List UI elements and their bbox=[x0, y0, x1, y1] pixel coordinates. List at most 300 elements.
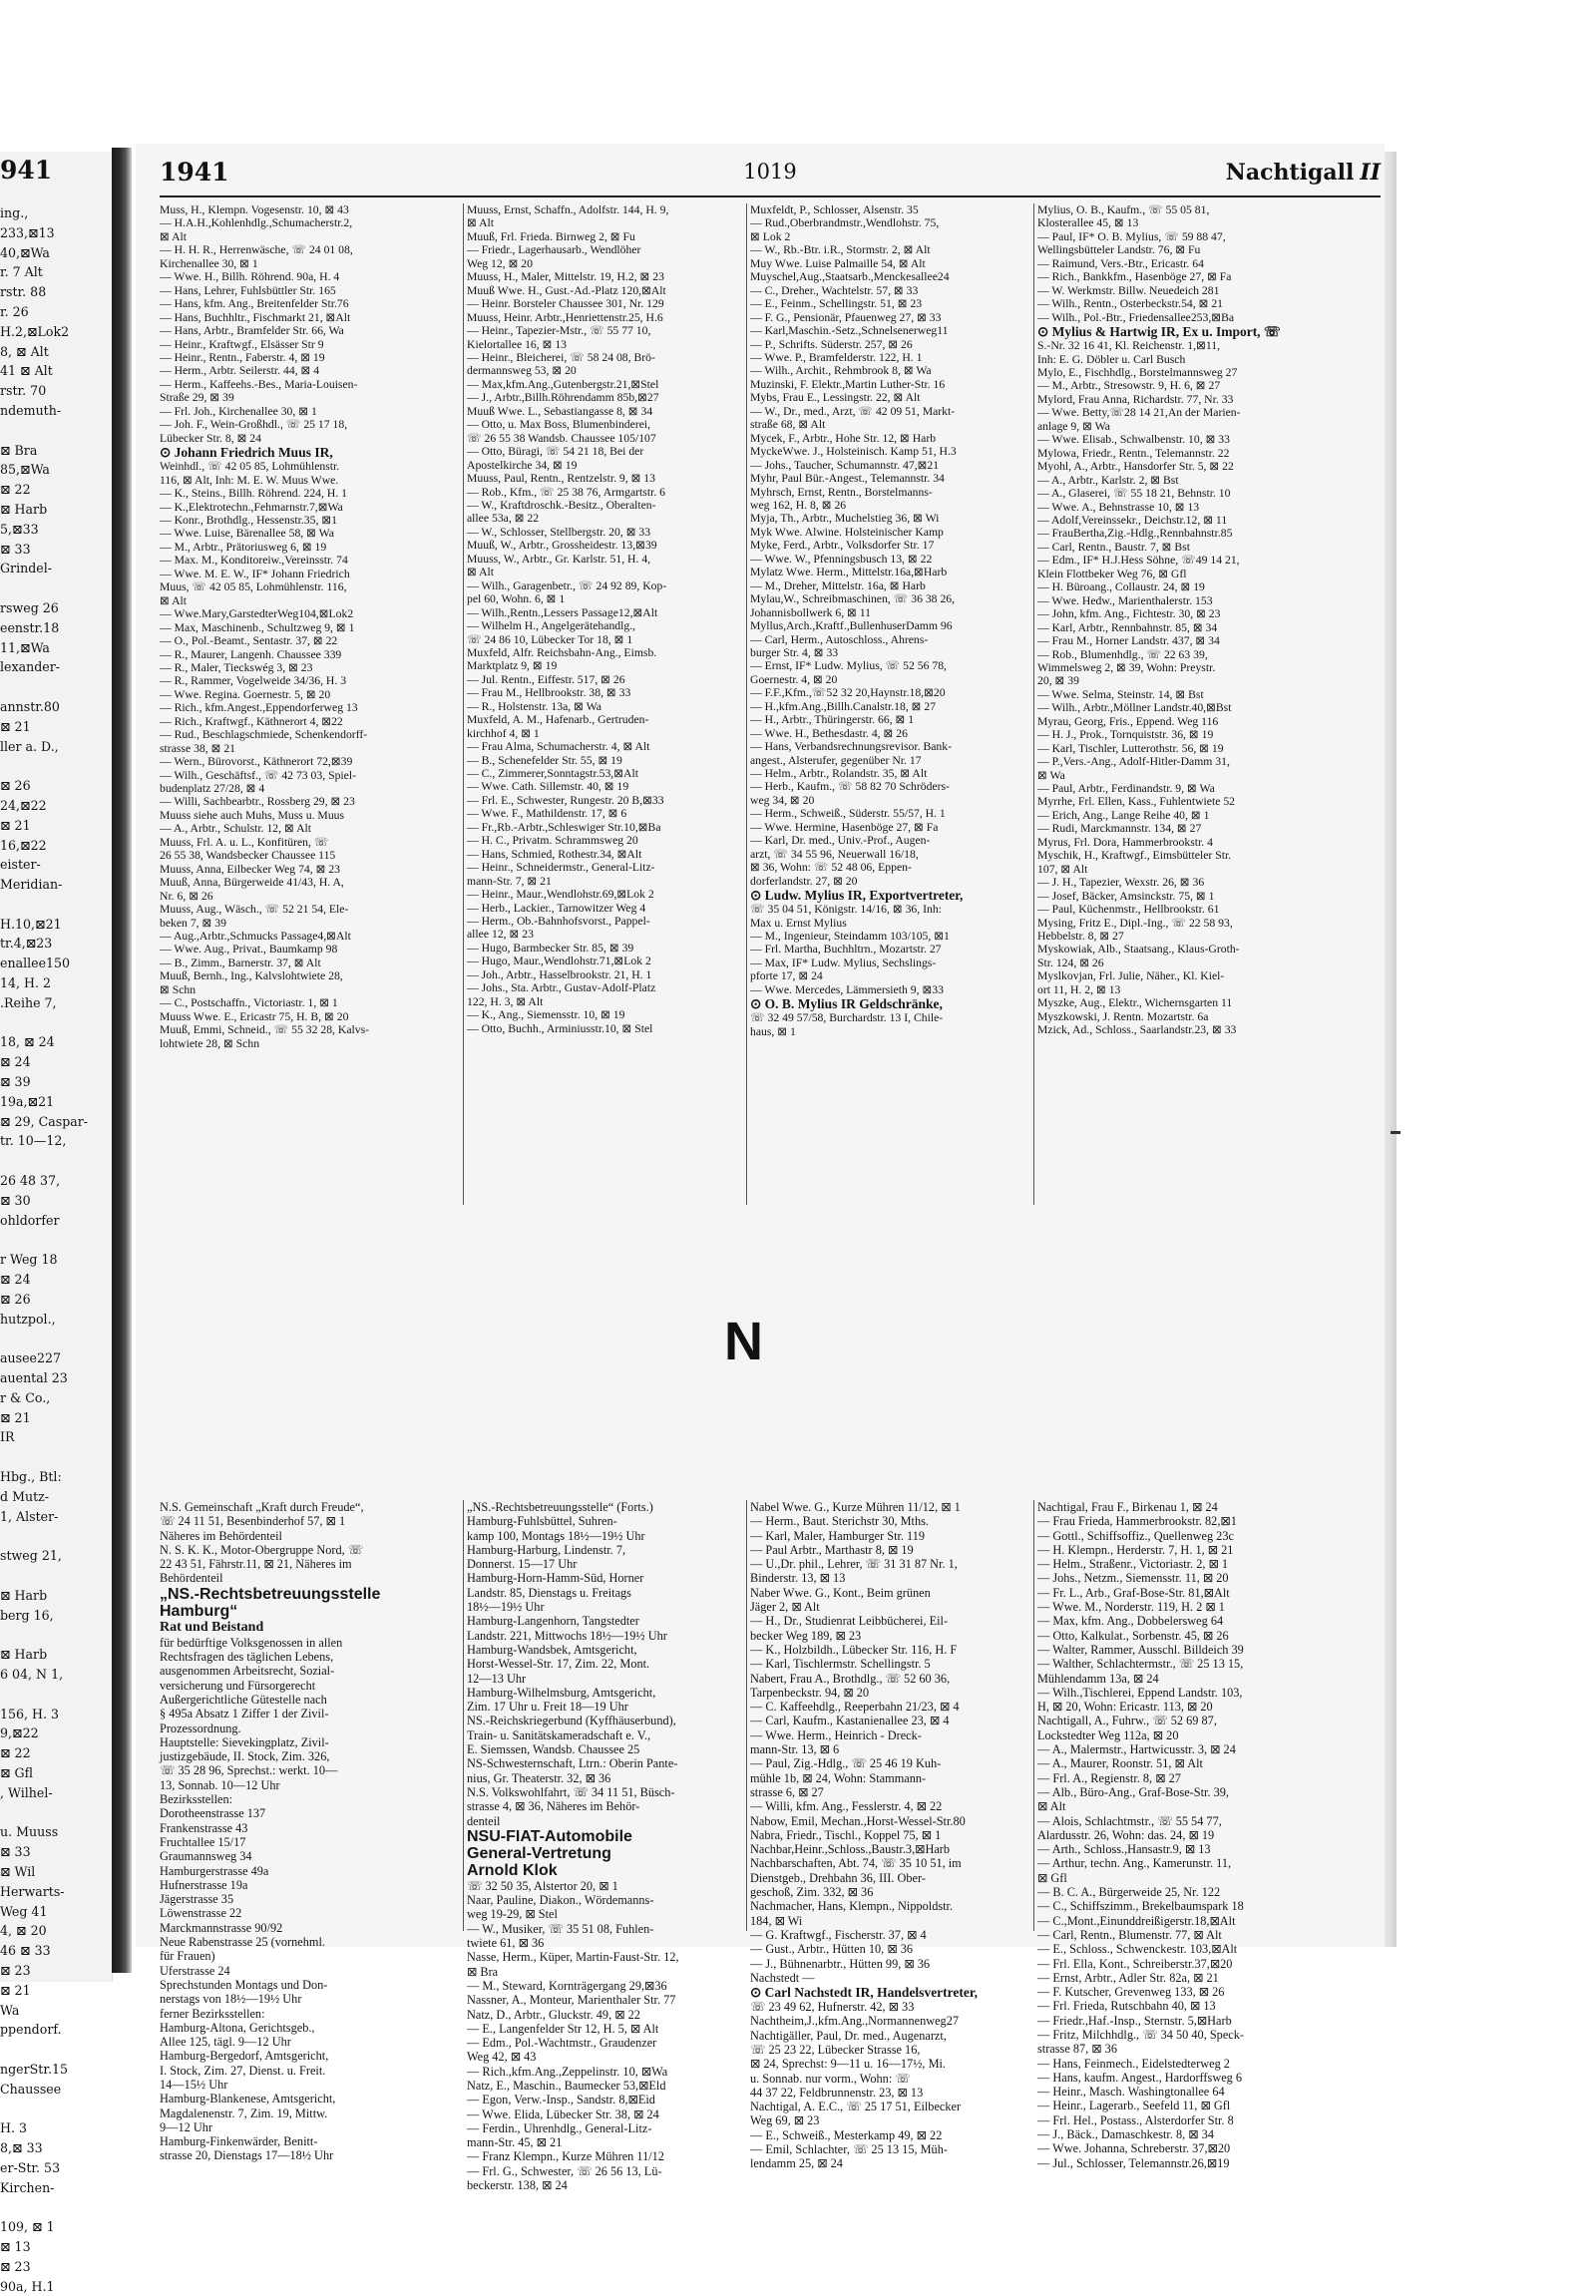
left-page-line: ⊠ 29, Caspar- bbox=[0, 1113, 89, 1129]
directory-entry-line: — E., Schweiß., Mesterkamp 49, ⊠ 22 bbox=[750, 2127, 943, 2142]
directory-entry-line: Myslkovjan, Frl. Julie, Näher., Kl. Kiel- bbox=[1037, 969, 1225, 983]
directory-entry-line: Nabert, Frau A., Brothdlg., ☏ 52 60 36, bbox=[750, 1671, 951, 1686]
directory-entry-line: Allee 125, tägl. 9—12 Uhr bbox=[160, 2035, 291, 2050]
directory-entry-line: Hamburg-Wilhelmsburg, Amtsgericht, bbox=[467, 1685, 656, 1700]
left-page-line: 9,⊠22 bbox=[0, 1725, 39, 1741]
directory-entry-line: becker Weg 189, ⊠ 23 bbox=[750, 1628, 862, 1643]
directory-entry-line: Weg 12, ⊠ 20 bbox=[467, 256, 533, 270]
directory-entry-line: — Gust., Arbtr., Hütten 10, ⊠ 36 bbox=[750, 1942, 913, 1957]
directory-entry-line: dorferlandstr. 27, ⊠ 20 bbox=[750, 874, 858, 888]
left-page-line: ⊠ Bra bbox=[0, 442, 38, 458]
directory-entry-line: N. S. K. K., Motor-Obergruppe Nord, ☏ bbox=[160, 1542, 364, 1557]
directory-entry-line: — Max. M., Konditoreiw.,Vereinsstr. 74 bbox=[160, 554, 348, 568]
left-page-line: stweg 21, bbox=[0, 1548, 62, 1564]
directory-entry-line: — K.,Elektrotechn.,Fehmarnstr.7,⊠Wa bbox=[160, 500, 343, 514]
directory-entry-line: weg 19-29, ⊠ Stel bbox=[467, 1907, 558, 1922]
left-page-line: 1, Alster- bbox=[0, 1508, 59, 1524]
column-1 bbox=[160, 203, 445, 1201]
column-divider bbox=[1033, 1500, 1034, 1931]
directory-entry-line: — Gottl., Schiffsoffiz., Quellenweg 23c bbox=[1037, 1528, 1234, 1543]
directory-entry-line: — Erich, Ang., Lange Reihe 40, ⊠ 1 bbox=[1037, 808, 1210, 822]
directory-entry-line: — Paul, Küchenmstr., Hellbrookstr. 61 bbox=[1037, 903, 1220, 917]
directory-entry-line: — J., Bäck., Damaschkestr. 8, ⊠ 34 bbox=[1037, 2127, 1214, 2142]
directory-entry-line: für Frauen) bbox=[160, 1949, 215, 1964]
directory-entry-line: 22 43 51, Fährstr.11, ⊠ 21, Näheres im bbox=[160, 1557, 352, 1572]
directory-entry-line: Myllus,Arch.,Kraftf.,BullenhuserDamm 96 bbox=[750, 619, 953, 633]
left-page-line: ⊠ 21 bbox=[0, 1409, 31, 1425]
left-page-line: ⊠ 30 bbox=[0, 1192, 31, 1208]
directory-entry-line: Horst-Wessel-Str. 17, Zim. 22, Mont. bbox=[467, 1657, 650, 1672]
directory-entry-line: — Hans, Verbandsrechnungsrevisor. Bank- bbox=[750, 740, 953, 754]
left-page-line: Kirchen- bbox=[0, 2179, 55, 2195]
directory-entry-line: — Heinr. Borsteler Chaussee 301, Nr. 129 bbox=[467, 297, 664, 311]
directory-entry-line: — Karl,Maschin.-Setz.,Schnelsenerweg11 bbox=[750, 324, 949, 338]
left-page-line: Grindel- bbox=[0, 561, 53, 576]
left-page-line: Wa bbox=[0, 2002, 20, 2018]
directory-entry-line: ⊙ Johann Friedrich Muus IR, bbox=[160, 445, 333, 461]
directory-entry-line: — Rudi, Marckmannstr. 134, ⊠ 27 bbox=[1037, 822, 1202, 836]
left-page-line bbox=[0, 1685, 110, 1705]
left-page-line: ngerStr.15 bbox=[0, 2061, 68, 2077]
directory-entry-line: Uferstrasse 24 bbox=[160, 1963, 230, 1978]
left-page-line: ausee227 bbox=[0, 1350, 62, 1366]
directory-entry-line: — M., Arbtr., Prätoriusweg 6, ⊠ 19 bbox=[160, 540, 327, 554]
directory-entry-line: — Arthur, techn. Ang., Kamerunstr. 11, bbox=[1037, 1856, 1232, 1871]
directory-entry-line: — H. Büroang., Collaustr. 24, ⊠ 19 bbox=[1037, 580, 1205, 594]
directory-entry-line: 122, H. 3, ⊠ Alt bbox=[467, 994, 544, 1008]
directory-entry-line: — Otto, Kalkulat., Sorbenstr. 45, ⊠ 26 bbox=[1037, 1628, 1229, 1643]
directory-entry-line: — F.F.,Kfm.,☏52 32 20,Haynstr.18,⊠20 bbox=[750, 686, 946, 700]
directory-entry-line: 13, Sonnab. 10—12 Uhr bbox=[160, 1777, 280, 1792]
left-page-year: 941 bbox=[0, 156, 53, 185]
directory-entry-line: — Hans, Arbtr., Bramfelder Str. 66, Wa bbox=[160, 324, 344, 338]
directory-entry-line: ⊙ Carl Nachstedt IR, Handelsvertreter, bbox=[750, 1985, 979, 2001]
directory-entry-line: — Frl. A., Regienstr. 8, ⊠ 27 bbox=[1037, 1770, 1181, 1785]
directory-entry-line: — Heinr., Maur.,Wendlohstr.69,⊠Lok 2 bbox=[467, 888, 654, 902]
directory-entry-line: — M., Dreher, Mittelstr. 16a, ⊠ Harb bbox=[750, 578, 926, 592]
directory-entry-line: — Herm., Arbtr. Seilerstr. 44, ⊠ 4 bbox=[160, 364, 320, 378]
directory-entry-line: — John, kfm. Ang., Fichtestr. 30, ⊠ 23 bbox=[1037, 607, 1221, 621]
directory-entry-line: Mylord, Frau Anna, Richardstr. 77, Nr. 33 bbox=[1037, 392, 1234, 406]
left-page-line: ⊠ 23 bbox=[0, 1962, 31, 1978]
page-header bbox=[160, 150, 1381, 193]
directory-entry-line: — H.,kfm.Ang.,Billh.Canalstr.18, ⊠ 27 bbox=[750, 699, 937, 713]
directory-entry-line: Bezirksstellen: bbox=[160, 1792, 233, 1807]
catchword bbox=[1226, 160, 1381, 186]
directory-entry-line: — Max,kfm.Ang.,Gutenbergstr.21,⊠Stel bbox=[467, 377, 659, 391]
directory-entry-line: — Wwe. Betty,☏28 14 21,An der Marien- bbox=[1037, 406, 1241, 420]
left-page-line: enallee150 bbox=[0, 956, 71, 971]
lower-column-1 bbox=[160, 1500, 445, 2163]
directory-entry-line: Dienstgeb., Drehbahn 36, III. Ober- bbox=[750, 1870, 926, 1885]
directory-entry-line: — Rich.,kfm.Ang.,Zeppelinstr. 10, ⊠Wa bbox=[467, 2064, 668, 2079]
directory-entry-line: Muuss Wwe. E., Ericastr 75, H. B, ⊠ 20 bbox=[160, 1009, 349, 1023]
left-page-line: ⊠ 26 bbox=[0, 1291, 31, 1307]
header-year: 1941 bbox=[160, 158, 229, 187]
left-page-line: Chaussee bbox=[0, 2081, 62, 2097]
directory-entry-line: — Ernst, IF* Ludw. Mylius, ☏ 52 56 78, bbox=[750, 659, 947, 673]
directory-entry-line: — H. H. R., Herrenwäsche, ☏ 24 01 08, bbox=[160, 243, 353, 257]
left-page-line: 18, ⊠ 24 bbox=[0, 1034, 55, 1050]
directory-entry-line: Weg 42, ⊠ 43 bbox=[467, 2050, 537, 2065]
directory-entry-line: — Wilh., Garagenbetr., ☏ 24 92 89, Kop- bbox=[467, 578, 667, 592]
directory-entry-line: twiete 61, ⊠ 36 bbox=[467, 1936, 545, 1951]
directory-entry-line: — Franz Klempn., Kurze Mühren 11/12 bbox=[467, 2149, 664, 2164]
directory-entry-line: — FrauBertha,Zig.-Hdlg.,Rennbahnstr.85 bbox=[1037, 527, 1233, 541]
directory-entry-line: — Karl, Arbtr., Rennbahnstr. 85, ⊠ 34 bbox=[1037, 620, 1218, 634]
directory-entry-line: ⊙ O. B. Mylius IR Geldschränke, bbox=[750, 996, 943, 1012]
directory-entry-line: Hamburg“ bbox=[160, 1602, 238, 1620]
directory-entry-line: justizgebäude, II. Stock, Zim. 326, bbox=[160, 1749, 330, 1764]
directory-entry-line: Weg 69, ⊠ 23 bbox=[750, 2113, 820, 2128]
directory-entry-line: Näheres im Behördenteil bbox=[160, 1528, 282, 1543]
directory-entry-line: — Wwe. Aug., Privat., Baumkamp 98 bbox=[160, 943, 338, 957]
directory-entry-line: — Carl, Rentn., Baustr. 7, ⊠ Bst bbox=[1037, 540, 1190, 554]
section-letter: N bbox=[724, 1312, 763, 1371]
directory-entry-line: Lockstedter Weg 112a, ⊠ 20 bbox=[1037, 1727, 1179, 1742]
directory-entry-line: mann-Str. 13, ⊠ 6 bbox=[750, 1742, 840, 1757]
left-page-line: 41 ⊠ Alt bbox=[0, 363, 53, 379]
directory-entry-line: — R., Maler, Tieckswég 3, ⊠ 23 bbox=[160, 660, 313, 674]
left-page-line: r. 26 bbox=[0, 303, 29, 319]
directory-entry-line: strasse 20, Dienstags 17—18½ Uhr bbox=[160, 2148, 334, 2163]
left-page-line: ⊠ 21 bbox=[0, 817, 31, 833]
left-page-line: ⊠ 22 bbox=[0, 1745, 31, 1761]
directory-entry-line: — M., Ingenieur, Steindamm 103/105, ⊠1 bbox=[750, 930, 950, 944]
lower-column-4 bbox=[1037, 1500, 1323, 2170]
directory-entry-line: Muy Wwe. Luise Palmaille 54, ⊠ Alt bbox=[750, 256, 926, 270]
directory-entry-line: — Ferdin., Uhrenhdlg., General-Litz- bbox=[467, 2120, 652, 2135]
directory-entry-line: Muuß, Frl. Frieda. Birnweg 2, ⊠ Fu bbox=[467, 229, 635, 243]
directory-entry-line: — Wwe. H., Bethesdastr. 4, ⊠ 26 bbox=[750, 726, 908, 740]
left-page-line: ⊠ 21 bbox=[0, 718, 31, 734]
left-page-line: ppendorf. bbox=[0, 2022, 62, 2038]
directory-entry-line: Dorotheenstrasse 137 bbox=[160, 1806, 266, 1821]
directory-entry-line: — Carl, Rentn., Blumenstr. 77, ⊠ Alt bbox=[1037, 1927, 1222, 1942]
left-page-line: lexander- bbox=[0, 659, 60, 675]
directory-entry-line: kamp 100, Montags 18½—19½ Uhr bbox=[467, 1528, 645, 1543]
directory-page bbox=[136, 144, 1385, 2193]
directory-entry-line: — Frl. E., Schwester, Rungestr. 20 B,⊠33 bbox=[467, 793, 664, 807]
left-page-line: ⊠ 26 bbox=[0, 778, 31, 794]
directory-entry-line: — C., Zimmerer,Sonntagstr.53,⊠Alt bbox=[467, 767, 638, 781]
directory-entry-line: General-Vertretung bbox=[467, 1844, 611, 1862]
directory-entry-line: Binderstr. 13, ⊠ 13 bbox=[750, 1571, 846, 1586]
directory-entry-line: — J. H., Tapezier, Wexstr. 26, ⊠ 36 bbox=[1037, 876, 1205, 890]
directory-entry-line: — J., Arbtr.,Billh.Röhrendamm 85b,⊠27 bbox=[467, 391, 659, 405]
column-divider bbox=[1033, 203, 1034, 1205]
directory-entry-line: Nachtheim,J.,kfm.Ang.,Normannenweg27 bbox=[750, 2014, 959, 2029]
directory-entry-line: I. Stock, Zim. 27, Dienst. u. Freit. bbox=[160, 2063, 326, 2078]
directory-entry-line: strasse 38, ⊠ 21 bbox=[160, 741, 236, 755]
directory-entry-line: — Jul., Schlosser, Telemannstr.26,⊠19 bbox=[1037, 2155, 1230, 2170]
left-page-line: r Weg 18 bbox=[0, 1252, 58, 1268]
directory-entry-line: — Frau Alma, Schumacherstr. 4, ⊠ Alt bbox=[467, 740, 650, 754]
directory-entry-line: — W., Schlosser, Stellbergstr. 20, ⊠ 33 bbox=[467, 525, 651, 539]
left-page-line: ⊠ 39 bbox=[0, 1074, 31, 1090]
left-page-line: , Wilhel- bbox=[0, 1784, 53, 1800]
directory-entry-line: — P., Schrifts. Süderstr. 257, ⊠ 26 bbox=[750, 337, 913, 351]
directory-entry-line: mann-Str. 7, ⊠ 21 bbox=[467, 874, 552, 888]
left-page-line: ⊠ 22 bbox=[0, 482, 31, 498]
left-page-line: rstr. 70 bbox=[0, 383, 47, 399]
directory-entry-line: — Carl, Herm., Autoschloss., Ahrens- bbox=[750, 632, 929, 646]
directory-entry-line: arzt, ☏ 34 55 96, Neuerwall 16/18, bbox=[750, 847, 919, 861]
directory-entry-line: Hamburg-Harburg, Lindenstr. 7, bbox=[467, 1542, 626, 1557]
column-3 bbox=[750, 203, 1035, 1201]
left-page-line: r. 7 Alt bbox=[0, 264, 43, 280]
directory-entry-line: — Emil, Schlachter, ☏ 25 13 15, Müh- bbox=[750, 2142, 948, 2157]
directory-entry-line: — K., Holzbildh., Lübecker Str. 116, H. F bbox=[750, 1642, 958, 1657]
directory-entry-line: ⊠ 24, Sprechst: 9—11 u. 16—17½, Mi. bbox=[750, 2057, 947, 2072]
directory-entry-line: — Konr., Brothdlg., Hessenstr.35, ⊠1 bbox=[160, 513, 337, 527]
directory-entry-line: Landstr. 85, Dienstags u. Freitags bbox=[467, 1585, 631, 1600]
column-divider bbox=[463, 203, 464, 1205]
header-rule bbox=[160, 195, 1381, 197]
directory-entry-line: Mylius, O. B., Kaufm., ☏ 55 05 81, bbox=[1037, 203, 1210, 216]
directory-entry-line: ☏ 35 04 51, Königstr. 14/16, ⊠ 36, Inh: bbox=[750, 903, 942, 917]
left-page-line: H. 3 bbox=[0, 2120, 28, 2136]
directory-entry-line: Marckmannstrasse 90/92 bbox=[160, 1920, 283, 1935]
directory-entry-line: Prozessordnung. bbox=[160, 1721, 241, 1735]
directory-entry-line: Arnold Klok bbox=[467, 1861, 558, 1879]
directory-entry-line: Jäger 2, ⊠ Alt bbox=[750, 1600, 820, 1615]
directory-entry-line: u. Sonnab. nur vorm., Wohn: ☏ bbox=[750, 2071, 911, 2086]
directory-entry-line: Rechtsfragen des täglichen Lebens, bbox=[160, 1650, 334, 1665]
directory-entry-line: Nachtigall, A., Fuhrw., ☏ 52 69 87, bbox=[1037, 1714, 1217, 1728]
left-page-line bbox=[0, 756, 110, 776]
directory-entry-line: Myohl, A., Arbtr., Hansdorfer Str. 5, ⊠ 22 bbox=[1037, 460, 1234, 474]
directory-entry-line: Muzinski, F. Elektr.,Martin Luther-Str. 16 bbox=[750, 377, 946, 391]
directory-entry-line: Myk Wwe. Alwine. Holsteinischer Kamp bbox=[750, 525, 944, 539]
directory-entry-line: 26 55 38, Wandsbecker Chaussee 115 bbox=[160, 849, 336, 863]
directory-entry-line: § 495a Absatz 1 Ziffer 1 der Zivil- bbox=[160, 1707, 329, 1722]
directory-entry-line: „NS.-Rechtsbetreuungsstelle bbox=[160, 1585, 381, 1603]
directory-entry-line: — Carl, Kaufm., Kastanienallee 23, ⊠ 4 bbox=[750, 1714, 950, 1728]
directory-entry-line: strasse 4, ⊠ 36, Näheres im Behör- bbox=[467, 1799, 640, 1814]
directory-entry-line: Hufnerstrasse 19a bbox=[160, 1877, 248, 1892]
directory-entry-line: Nassner, A., Monteur, Marienthaler Str. 77 bbox=[467, 1993, 676, 2008]
directory-entry-line: N.S. Gemeinschaft „Kraft durch Freude“, bbox=[160, 1500, 364, 1514]
directory-entry-line: versicherung und Fürsorgerecht bbox=[160, 1678, 316, 1693]
directory-entry-line: Klosterallee 45, ⊠ 13 bbox=[1037, 216, 1139, 230]
directory-entry-line: — A., Arbtr., Karlstr. 2, ⊠ Bst bbox=[1037, 473, 1179, 487]
left-page-line: ⊠ Harb bbox=[0, 1647, 48, 1663]
directory-entry-line: — Adolf,Vereinssekr., Deichstr.12, ⊠ 11 bbox=[1037, 513, 1228, 527]
directory-entry-line: ⊠ 36, Wohn: ☏ 52 48 06, Eppen- bbox=[750, 861, 912, 875]
directory-entry-line: Train- u. Sanitätskameradschaft e. V., bbox=[467, 1727, 651, 1742]
directory-entry-line: Kirchenallee 30, ⊠ 1 bbox=[160, 256, 258, 270]
directory-entry-line: ⊙ Mylius & Hartwig IR, Ex u. Import, ☏ bbox=[1037, 324, 1281, 340]
directory-entry-line: — Herb., Lackier., Tarnowitzer Weg 4 bbox=[467, 901, 646, 915]
directory-entry-line: — Wwe. F., Mathildenstr. 17, ⊠ 6 bbox=[467, 807, 627, 821]
directory-entry-line: — Josef, Bäcker, Amsinckstr. 75, ⊠ 1 bbox=[1037, 889, 1215, 903]
directory-entry-line: — Hans, Schmied, Rothestr.34, ⊠Alt bbox=[467, 847, 642, 861]
directory-entry-line: — A., Arbtr., Schulstr. 12, ⊠ Alt bbox=[160, 822, 312, 836]
directory-entry-line: — B., Schenefelder Str. 55, ⊠ 19 bbox=[467, 753, 622, 767]
directory-entry-line: 9—12 Uhr bbox=[160, 2119, 212, 2134]
directory-entry-line: Graumannsweg 34 bbox=[160, 1849, 252, 1864]
directory-entry-line: — Friedr., Lagerhausarb., Wendlöher bbox=[467, 243, 641, 257]
directory-entry-line: ⊠ Alt bbox=[1037, 1799, 1066, 1814]
directory-entry-line: Behördenteil bbox=[160, 1571, 223, 1586]
directory-entry-line: H, ⊠ 20, Wohn: Ericastr. 113, ⊠ 20 bbox=[1037, 1700, 1213, 1715]
directory-entry-line: ausgenommen Arbeitsrecht, Sozial- bbox=[160, 1664, 335, 1679]
directory-entry-line: kirchhof 4, ⊠ 1 bbox=[467, 726, 540, 740]
directory-entry-line: Muuss, Aug., Wäsch., ☏ 52 21 54, Ele- bbox=[160, 903, 349, 917]
directory-entry-line: ☏ 32 49 57/58, Burchardstr. 13 I, Chile- bbox=[750, 1011, 944, 1025]
directory-entry-line: — R., Maurer, Langenh. Chaussee 339 bbox=[160, 647, 342, 661]
directory-entry-line: — Heinr., Schneidermstr., General-Litz- bbox=[467, 861, 655, 875]
directory-entry-line: ferner Bezirksstellen: bbox=[160, 2006, 265, 2021]
directory-entry-line: 20, ⊠ 39 bbox=[1037, 674, 1079, 688]
directory-entry-line: Nachtigal, Frau F., Birkenau 1, ⊠ 24 bbox=[1037, 1500, 1218, 1514]
directory-entry-line: beken 7, ⊠ 39 bbox=[160, 916, 226, 930]
left-page-line: ⊠ 13 bbox=[0, 2239, 31, 2255]
directory-entry-line: Myja, Th., Arbtr., Muchelstieg 36, ⊠ Wi bbox=[750, 512, 940, 526]
left-page-line bbox=[0, 1625, 110, 1645]
directory-entry-line: — Heinr., Bleicherei, ☏ 58 24 08, Brö- bbox=[467, 350, 655, 364]
directory-entry-line: ⊠ Alt bbox=[467, 216, 495, 230]
directory-entry-line: 12—13 Uhr bbox=[467, 1671, 527, 1686]
directory-entry-line: Nachmacher, Hans, Klempn., Nippoldstr. bbox=[750, 1899, 954, 1914]
left-page-line: 46 ⊠ 33 bbox=[0, 1943, 51, 1959]
directory-entry-line: Muuss, Frl. A. u. L., Konfitüren, ☏ bbox=[160, 835, 329, 849]
directory-entry-line: Myrrhe, Frl. Ellen, Kass., Fuhlentwiete 52 bbox=[1037, 795, 1236, 809]
directory-entry-line: — Raimund, Vers.-Btr., Ericastr. 64 bbox=[1037, 256, 1204, 270]
lower-column-2 bbox=[467, 1500, 752, 2193]
directory-entry-line: Zim. 17 Uhr u. Freit 18—19 Uhr bbox=[467, 1700, 628, 1715]
directory-entry-line: 14—15½ Uhr bbox=[160, 2077, 228, 2092]
directory-entry-line: — Wilh.,Tischlerei, Eppend Landstr. 103, bbox=[1037, 1685, 1243, 1700]
left-page-line: ⊠ 24 bbox=[0, 1272, 31, 1288]
directory-entry-line: — Wwe.Mary,GarstedterWeg104,⊠Lok2 bbox=[160, 607, 354, 621]
directory-entry-line: — Frl. Hel., Postass., Alsterdorfer Str. 8 bbox=[1037, 2112, 1234, 2127]
column-2 bbox=[467, 203, 752, 1201]
directory-entry-line: Muuss, Paul, Rentn., Rentzelstr. 9, ⊠ 13 bbox=[467, 472, 655, 486]
directory-entry-line: — Rud., Beschlagschmiede, Schenkendorff- bbox=[160, 728, 368, 742]
left-page-line: 90a, H.1 bbox=[0, 2278, 55, 2294]
directory-entry-line: Hamburg-Altona, Gerichtsgeb., bbox=[160, 2020, 315, 2035]
directory-entry-line: burger Str. 4, ⊠ 33 bbox=[750, 645, 839, 659]
left-page-line: 85,⊠Wa bbox=[0, 462, 50, 478]
directory-entry-line: angest., Alsterufer, gegenüber Nr. 17 bbox=[750, 753, 922, 767]
left-page-line: r & Co., bbox=[0, 1389, 51, 1405]
left-page-line: berg 16, bbox=[0, 1607, 54, 1623]
directory-entry-line: Myrau, Georg, Fris., Eppend. Weg 116 bbox=[1037, 714, 1219, 728]
directory-entry-line: Kielortallee 16, ⊠ 13 bbox=[467, 337, 568, 351]
directory-entry-line: — Frau M., Horner Landstr. 437, ⊠ 34 bbox=[1037, 634, 1220, 648]
directory-entry-line: Muuß, W., Arbtr., Grossheidestr. 13,⊠39 bbox=[467, 539, 657, 553]
directory-entry-line: Mylowa, Friedr., Rentn., Telemannstr. 22 bbox=[1037, 446, 1230, 460]
directory-entry-line: — Herm., Kaffeehs.-Bes., Maria-Louisen- bbox=[160, 377, 358, 391]
directory-entry-line: — Wwe. Johanna, Schreberstr. 37,⊠20 bbox=[1037, 2141, 1231, 2156]
directory-entry-line: — R., Holstenstr. 13a, ⊠ Wa bbox=[467, 699, 601, 713]
directory-entry-line: Mycek, F., Arbtr., Hohe Str. 12, ⊠ Harb bbox=[750, 431, 937, 445]
left-page-line: IR bbox=[0, 1429, 15, 1445]
directory-entry-line: — E., Schloss., Schwenckestr. 103,⊠Alt bbox=[1037, 1942, 1238, 1957]
directory-entry-line: E. Siemssen, Wandsb. Chaussee 25 bbox=[467, 1742, 640, 1757]
directory-entry-line: — Joh., Arbtr., Hasselbrookstr. 21, H. 1 bbox=[467, 967, 652, 981]
directory-entry-line: Muuss, Heinr. Arbtr.,Henriettenstr.25, H.6 bbox=[467, 310, 663, 324]
directory-entry-line: — H. C., Privatm. Schrammsweg 20 bbox=[467, 834, 638, 848]
directory-entry-line: Mylatz Wwe. Herm., Mittelstr.16a,⊠Harb bbox=[750, 566, 948, 579]
left-page-line: 16,⊠22 bbox=[0, 837, 47, 853]
directory-entry-line: Nachbar,Heinr.,Schloss.,Baustr.3,⊠Harb bbox=[750, 1842, 951, 1857]
left-page-line: ⊠ Gfl bbox=[0, 1764, 34, 1780]
directory-entry-line: — W. Werkmstr. Billw. Neuedeich 281 bbox=[1037, 283, 1220, 297]
page-edge bbox=[1385, 152, 1396, 1947]
directory-entry-line: Straße 29, ⊠ 39 bbox=[160, 391, 234, 405]
directory-entry-line: — Walter, Rammer, Ausschl. Billdeich 39 bbox=[1037, 1642, 1244, 1657]
left-page-line: ohldorfer bbox=[0, 1212, 60, 1228]
left-page-line: H.2,⊠Lok2 bbox=[0, 323, 70, 339]
directory-entry-line: Hauptstelle: Sievekingplatz, Zivil- bbox=[160, 1734, 329, 1749]
left-page-line bbox=[0, 1230, 110, 1250]
catchword-suffix: II bbox=[1360, 160, 1381, 186]
directory-entry-line: — Hans, kaufm. Angest., Hardorffsweg 6 bbox=[1037, 2070, 1243, 2085]
directory-entry-line: Nr. 6, ⊠ 26 bbox=[160, 889, 213, 903]
directory-entry-line: Muuss, H., Maler, Mittelstr. 19, H.2, ⊠ 23 bbox=[467, 270, 664, 284]
directory-entry-line: — C., Postschaffn., Victoriastr. 1, ⊠ 1 bbox=[160, 996, 338, 1010]
directory-entry-line: — Helm., Straßenr., Victoriastr. 2, ⊠ 1 bbox=[1037, 1557, 1229, 1572]
directory-entry-line: — Wilh., Geschäftsf., ☏ 42 73 03, Spiel- bbox=[160, 768, 357, 782]
directory-entry-line: — F. G., Pensionär, Pfauenweg 27, ⊠ 33 bbox=[750, 310, 942, 324]
directory-entry-line: — K., Steins., Billh. Röhrend. 224, H. 1 bbox=[160, 487, 347, 501]
directory-entry-line: — Heinr., Kraftwgf., Elsässer Str 9 bbox=[160, 337, 324, 351]
directory-entry-line: — E., Langenfelder Str 12, H. 5, ⊠ Alt bbox=[467, 2021, 659, 2036]
directory-entry-line: beckerstr. 138, ⊠ 24 bbox=[467, 2178, 568, 2193]
directory-entry-line: Muuss siehe auch Muhs, Muss u. Muus bbox=[160, 808, 345, 822]
directory-entry-line: — Aug.,Arbtr.,Schmucks Passage4,⊠Alt bbox=[160, 930, 351, 944]
directory-entry-line: — Wilh., Rentn., Osterbeckstr.54, ⊠ 21 bbox=[1037, 297, 1224, 311]
directory-entry-line: Muus, ☏ 42 05 85, Lohmühlenstr. 116, bbox=[160, 580, 347, 594]
directory-entry-line: — Wwe. Hedw., Marienthalerstr. 153 bbox=[1037, 593, 1213, 607]
directory-entry-line: 116, ⊠ Alt, Inh: M. E. W. Muus Wwe. bbox=[160, 473, 339, 487]
directory-entry-line: Muuss, Ernst, Schaffn., Adolfstr. 144, H. 9, bbox=[467, 203, 669, 216]
directory-entry-line: — M., Steward, Kornträgergang 29,⊠36 bbox=[467, 1978, 667, 1993]
directory-entry-line: ☏ 23 49 62, Hufnerstr. 42, ⊠ 33 bbox=[750, 2000, 915, 2015]
directory-entry-line: Muxfeldt, P., Schlosser, Alsenstr. 35 bbox=[750, 203, 919, 216]
directory-entry-line: — Hugo, Barmbecker Str. 85, ⊠ 39 bbox=[467, 941, 634, 955]
directory-entry-line: Mühlendamm 13a, ⊠ 24 bbox=[1037, 1671, 1159, 1686]
left-page-line: ⊠ 23 bbox=[0, 2258, 31, 2274]
directory-entry-line: Weinhdl., ☏ 42 05 85, Lohmühlenstr. bbox=[160, 460, 340, 474]
directory-entry-line: — Hans, kfm. Ang., Breitenfelder Str.76 bbox=[160, 297, 349, 311]
directory-entry-line: — Johs., Sta. Arbtr., Gustav-Adolf-Platz bbox=[467, 981, 656, 995]
directory-entry-line: — Willi, Sachbearbtr., Rossberg 29, ⊠ 23 bbox=[160, 795, 355, 809]
directory-entry-line: Tarpenbeckstr. 94, ⊠ 20 bbox=[750, 1685, 870, 1700]
directory-entry-line: — R., Rammer, Vogelweide 34/36, H. 3 bbox=[160, 674, 347, 688]
directory-entry-line: — Max, kfm. Ang., Dobbelersweg 64 bbox=[1037, 1614, 1224, 1629]
directory-entry-line: — Wilh., Archit., Rehmbrook 8, ⊠ Wa bbox=[750, 364, 932, 378]
left-page-line: eister- bbox=[0, 857, 41, 873]
left-page-line: Hbg., Btl: bbox=[0, 1469, 62, 1484]
left-page-line: 24,⊠22 bbox=[0, 797, 47, 813]
directory-entry-line: ⊠ Wa bbox=[1037, 768, 1065, 782]
left-page-line: 8,⊠ 33 bbox=[0, 2140, 43, 2156]
directory-entry-line: ⊠ Lok 2 bbox=[750, 229, 791, 243]
directory-entry-line: Magdalenenstr. 7, Zim. 19, Mittw. bbox=[160, 2105, 328, 2120]
left-page-line: ⊠ Harb bbox=[0, 501, 48, 517]
directory-entry-line: Wellingsbütteler Landstr. 76, ⊠ Fu bbox=[1037, 243, 1201, 257]
left-page-line: er-Str. 53 bbox=[0, 2159, 61, 2175]
directory-entry-line: ☏ 24 11 51, Besenbinderhof 57, ⊠ 1 bbox=[160, 1514, 346, 1529]
directory-entry-line: Nabra, Friedr., Tischl., Koppel 75, ⊠ 1 bbox=[750, 1827, 942, 1842]
margin-mark bbox=[1391, 1131, 1400, 1134]
directory-entry-line: — U.,Dr. phil., Lehrer, ☏ 31 31 87 Nr. 1, bbox=[750, 1557, 958, 1572]
directory-entry-line: Frankenstrasse 43 bbox=[160, 1820, 248, 1835]
